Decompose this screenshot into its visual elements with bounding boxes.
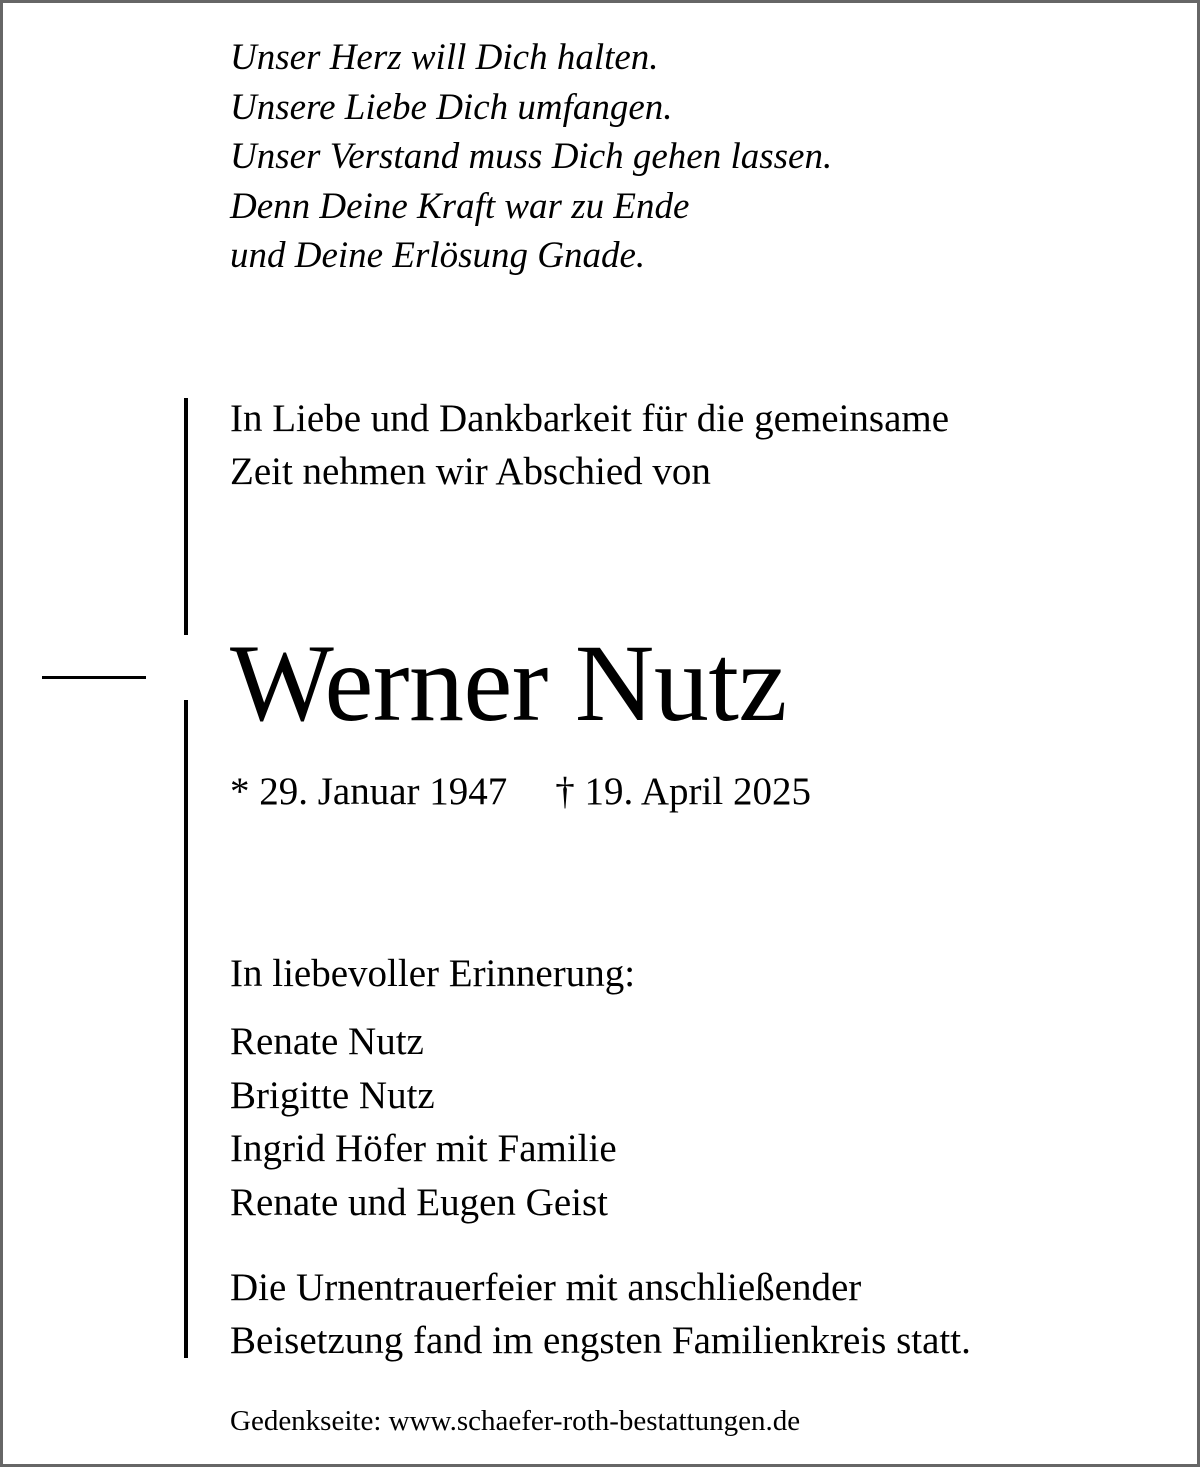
poem-line: Denn Deine Kraft war zu Ende bbox=[230, 185, 690, 227]
cross-vertical-upper bbox=[184, 398, 188, 635]
death-date: † 19. April 2025 bbox=[555, 770, 811, 813]
notice-line: Beisetzung fand im engsten Familienkreis statt. bbox=[230, 1319, 971, 1362]
memory-heading: In liebevoller Erinnerung: bbox=[230, 952, 636, 995]
poem bbox=[230, 33, 832, 281]
mourners-list bbox=[230, 1015, 617, 1229]
intro-text bbox=[230, 392, 949, 498]
intro-line: In Liebe und Dankbarkeit für die gemeinsame bbox=[230, 397, 950, 440]
mourner-name: Renate und Eugen Geist bbox=[230, 1180, 608, 1224]
poem-line: Unser Verstand muss Dich gehen lassen. bbox=[230, 136, 833, 177]
deceased-name: Werner Nutz bbox=[230, 622, 787, 744]
cross-horizontal bbox=[42, 676, 146, 679]
mourner-name: Ingrid Höfer mit Familie bbox=[230, 1127, 617, 1170]
poem-line: Unser Herz will Dich halten. bbox=[230, 37, 659, 78]
cross-vertical-lower bbox=[184, 700, 188, 1358]
life-dates bbox=[230, 765, 811, 818]
funeral-notice bbox=[230, 1261, 971, 1367]
notice-line: Die Urnentrauerfeier mit anschließender bbox=[230, 1266, 862, 1309]
intro-line: Zeit nehmen wir Abschied von bbox=[230, 450, 711, 493]
poem-line: Unsere Liebe Dich umfangen. bbox=[230, 86, 673, 128]
memorial-page-link: Gedenkseite: www.schaefer-roth-bestattungen.de bbox=[230, 1405, 801, 1437]
mourner-name: Renate Nutz bbox=[230, 1020, 424, 1063]
birth-date: * 29. Januar 1947 bbox=[230, 770, 508, 813]
poem-line: und Deine Erlösung Gnade. bbox=[230, 235, 646, 276]
mourner-name: Brigitte Nutz bbox=[230, 1073, 435, 1117]
